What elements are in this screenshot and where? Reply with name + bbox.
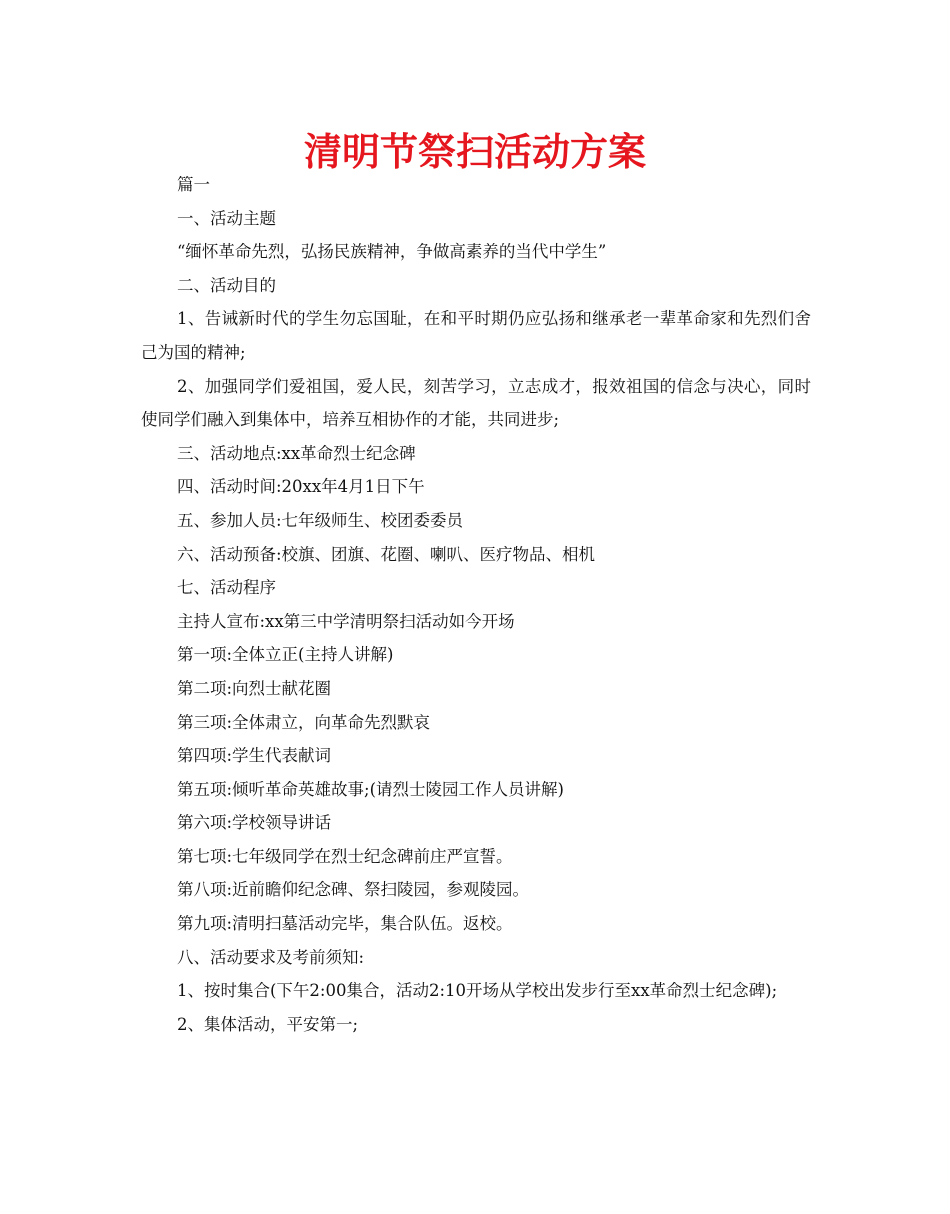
paragraph: 一、活动主题: [177, 208, 276, 228]
paragraph: 七、活动程序: [177, 578, 276, 598]
paragraph: 第三项:全体肃立，向革命先烈默哀: [177, 712, 431, 732]
paragraph: “缅怀革命先烈，弘扬民族精神，争做高素养的当代中学生”: [177, 242, 607, 262]
paragraph: 第六项:学校领导讲话: [177, 813, 332, 833]
document-title: 清明节祭扫活动方案: [303, 130, 646, 174]
paragraph: 八、活动要求及考前须知:: [177, 947, 365, 967]
paragraph: 2、加强同学们爱祖国，爱人民，刻苦学习，立志成才，报效祖国的信念与决心，同时使同学们融入到集体中，培养互相协作的才能，共同进步;: [141, 376, 811, 430]
paragraph: 第一项:全体立正(主持人讲解): [177, 645, 394, 665]
paragraph: 五、参加人员:七年级师生、校团委委员: [177, 510, 464, 530]
paragraph: 1、按时集合(下午2:00集合，活动2:10开场从学校出发步行至xx革命烈士纪念碑);: [177, 981, 778, 1001]
paragraph: 第八项:近前瞻仰纪念碑、祭扫陵园，参观陵园。: [177, 880, 530, 900]
paragraph: 四、活动时间:20xx年4月1日下午: [177, 477, 425, 497]
paragraph: 第五项:倾听革命英雄故事;(请烈士陵园工作人员讲解): [177, 779, 564, 799]
paragraph: 第四项:学生代表献词: [177, 746, 332, 766]
paragraph: 二、活动目的: [177, 275, 276, 295]
paragraph: 2、集体活动，平安第一;: [177, 1014, 359, 1034]
paragraph: 主持人宣布:xx第三中学清明祭扫活动如今开场: [177, 611, 515, 631]
paragraph: 篇一: [177, 175, 210, 194]
document-body: [141, 168, 811, 1041]
paragraph: 第二项:向烈士献花圈: [177, 678, 332, 698]
paragraph: 第九项:清明扫墓活动完毕，集合队伍。返校。: [177, 914, 513, 934]
paragraph: 第七项:七年级同学在烈士纪念碑前庄严宣誓。: [177, 846, 513, 866]
paragraph: 三、活动地点:xx革命烈士纪念碑: [177, 443, 416, 463]
paragraph: 六、活动预备:校旗、团旗、花圈、喇叭、医疗物品、相机: [177, 544, 596, 564]
paragraph: 1、告诫新时代的学生勿忘国耻，在和平时期仍应弘扬和继承老一辈革命家和先烈们舍己为国的精神;: [141, 309, 811, 362]
